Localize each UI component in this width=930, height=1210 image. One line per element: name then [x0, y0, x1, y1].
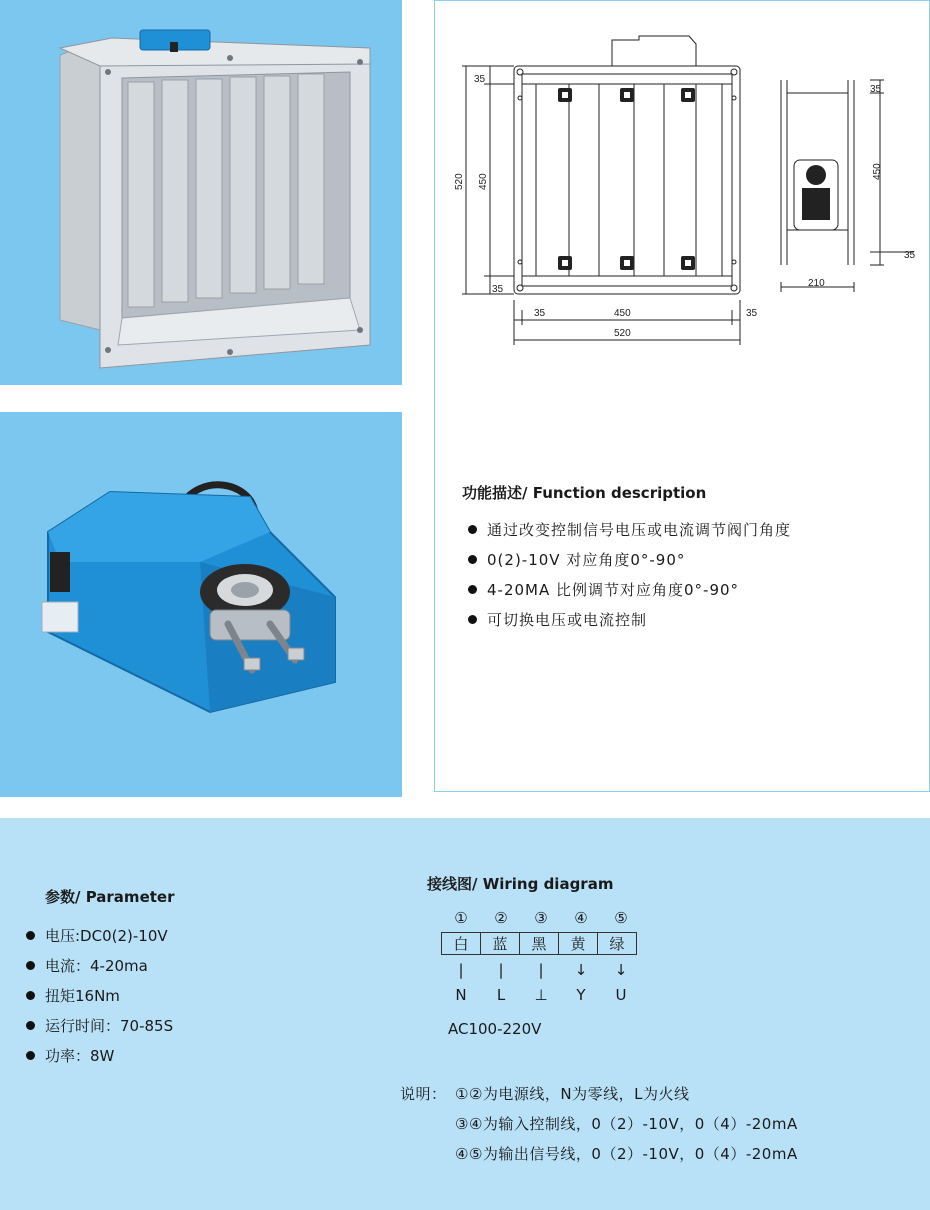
function-item-text: 可切换电压或电流控制: [487, 611, 648, 629]
function-item-text: 通过改变控制信号电压或电流调节阀门角度: [487, 521, 792, 539]
wire-arrow: |: [458, 961, 464, 979]
function-item: [468, 579, 739, 600]
actuator-illustration: [0, 412, 402, 797]
wire-terminal: U: [615, 986, 627, 1004]
wire-number: ②: [494, 909, 508, 927]
notes-label: 说明：: [400, 1085, 447, 1103]
bullet-dot: [26, 991, 35, 1000]
side-dim-inner-height: 450: [872, 163, 883, 180]
wire-number: ③: [534, 909, 548, 927]
parameter-item: [26, 925, 168, 946]
parameter-item-text: 功率：8W: [45, 1047, 115, 1065]
dim-top-margin: 35: [474, 74, 486, 85]
function-item: [468, 519, 791, 540]
bullet-dot: [26, 931, 35, 940]
bullet-dot: [468, 615, 477, 624]
wire-color-cell: 黑: [520, 933, 559, 955]
dimension-drawing: [434, 0, 930, 360]
wire-color-cell: 绿: [598, 933, 637, 955]
dim-outer-height: 520: [454, 173, 465, 190]
dim-inner-width: 450: [614, 308, 631, 319]
side-dim-bottom: 35: [904, 250, 916, 261]
function-item-text: 0(2)-10V 对应角度0°-90°: [487, 551, 686, 569]
note-line: ③④为输入控制线，0（2）-10V，0（4）-20mA: [455, 1115, 798, 1133]
damper-photo: [0, 0, 402, 385]
wiring-heading: 接线图/ Wiring diagram: [427, 875, 614, 893]
parameter-item: [26, 1045, 114, 1066]
wire-arrow: |: [538, 961, 544, 979]
wire-arrow: ↓: [614, 961, 628, 979]
dim-inner-height: 450: [478, 173, 489, 190]
wire-terminal: ⊥: [534, 986, 548, 1004]
wire-color-cell: 白: [442, 933, 481, 955]
parameter-item: [26, 985, 120, 1006]
function-item: [468, 609, 647, 630]
parameter-heading: 参数/ Parameter: [45, 888, 175, 906]
bullet-dot: [26, 1021, 35, 1030]
wire-number: ⑤: [614, 909, 628, 927]
parameter-item-text: 运行时间：70-85S: [45, 1017, 174, 1035]
function-heading: 功能描述/ Function description: [462, 484, 707, 502]
wire-color-table: [441, 932, 637, 955]
dim-left-margin: 35: [534, 308, 546, 319]
function-item: [468, 549, 685, 570]
dim-outer-width: 520: [614, 328, 631, 339]
bullet-dot: [468, 555, 477, 564]
wire-color-cell: 黄: [559, 933, 598, 955]
wire-arrow: |: [498, 961, 504, 979]
damper-illustration: [0, 0, 402, 385]
side-dim-depth: 210: [808, 278, 825, 289]
wire-terminal: N: [455, 986, 467, 1004]
dim-bottom-margin: 35: [492, 284, 504, 295]
wire-arrow: ↓: [574, 961, 588, 979]
note-line: ①②为电源线，N为零线，L为火线: [455, 1085, 690, 1103]
bullet-dot: [468, 585, 477, 594]
wire-number: ④: [574, 909, 588, 927]
function-item-text: 4-20MA 比例调节对应角度0°-90°: [487, 581, 740, 599]
parameter-item: [26, 955, 148, 976]
bullet-dot: [26, 1051, 35, 1060]
dim-right-margin: 35: [746, 308, 758, 319]
side-dim-top: 35: [870, 84, 882, 95]
wire-color-cell: 蓝: [481, 933, 520, 955]
supply-voltage: AC100-220V: [448, 1020, 542, 1038]
parameter-item-text: 扭矩16Nm: [45, 987, 120, 1005]
note-line: ④⑤为输出信号线，0（2）-10V，0（4）-20mA: [455, 1145, 798, 1163]
parameter-item-text: 电流：4-20ma: [45, 957, 148, 975]
parameter-item: [26, 1015, 173, 1036]
wire-terminal: Y: [576, 986, 586, 1004]
bullet-dot: [26, 961, 35, 970]
parameter-item-text: 电压:DC0(2)-10V: [45, 927, 168, 945]
bullet-dot: [468, 525, 477, 534]
wire-number: ①: [454, 909, 468, 927]
actuator-photo: [0, 412, 402, 797]
wire-terminal: L: [496, 986, 506, 1004]
